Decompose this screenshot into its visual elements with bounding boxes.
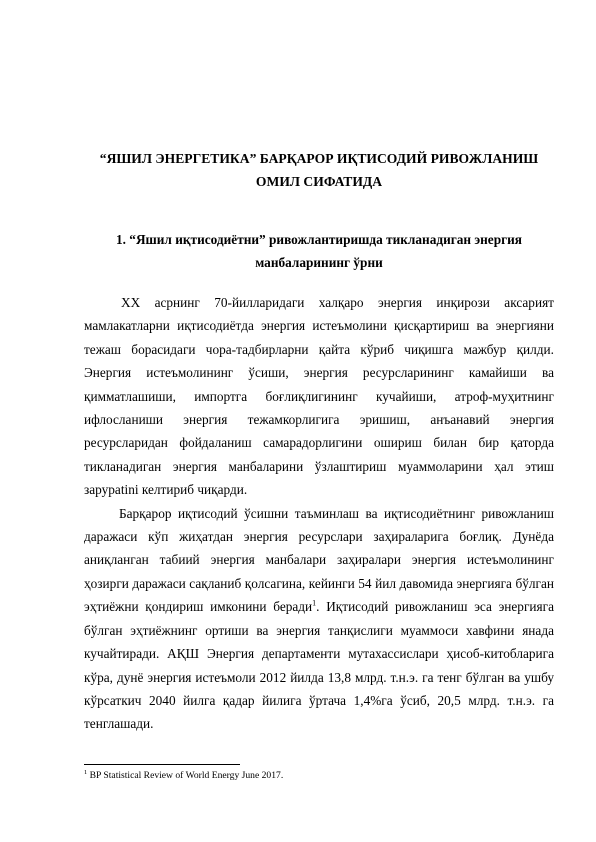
footnote-reference[interactable]: 1 [312,598,317,608]
section-heading-line-2: манбаларининг ўрни [255,255,383,270]
paragraph-2-text-b: . Иқтисодий ривожланиш эса энергияга бўлган эҳтиёжнинг ортиши ва энергия танқислиги муаммоси хавфини янада кучайтиради. АҚШ Энергия департаменти мутахассислари ҳисоб-китобларига кўра, дунё энергия истеъмоли 2012 йилда 13,8 млрд. т.н.э. га тенг бўлган ва ушбу кўрсаткич 2040 йилга қадар йилига ўртача 1,4%га ўсиб, 20,5 млрд. т.н.э. га тенглашади. [84,599,554,732]
footnote-number: 1 [84,768,88,776]
paragraph-2 [84,502,554,736]
footnote [84,770,554,782]
paragraph-2-text-a: Барқарор иқтисодий ўсишни таъминлаш ва иқтисодиётнинг ривожланиш даражаси кўп жиҳатдан энергия ресурслари заҳираларига боғлиқ. Дунёда аниқланган табиий энергия манбалари заҳиралари энергия истеъмолининг ҳозирги даражаси сақланиб қолсагина, кейинги 54 йил давомида энергияга бўлган эҳтиёжни қондириш имконини беради [84,505,554,615]
title-line-2: ОМИЛ СИФАТИДА [255,174,383,189]
title-line-1: “ЯШИЛ ЭНЕРГЕТИКА” БАРҚАРОР ИҚТИСОДИЙ РИВОЖЛАНИШ [99,151,539,166]
section-heading-line-1: 1. “Яшил иқтисодиётни” ривожлантиришда тикланадиган энергия [116,232,522,247]
footnote-divider [84,764,240,765]
document-title [84,147,554,193]
body-text [84,291,554,736]
footnote-text: BP Statistical Review of World Energy June 2017. [89,770,284,781]
paragraph-1: XX асрнинг 70-йилларидаги халқаро энергия инқирози аксарият мамлакатларни иқтисодиётда энергия истеъмолини қисқартириш ва энергияни тежаш борасидаги чора-тадбирларни қайта кўриб чиқишга мажбур қилди. Энергия истеъмолининг ўсиши, энергия ресурсларининг камайиши ва қимматлашиши, импортга боғлиқлигининг кучайиши, атроф-муҳитнинг ифлосланиши энергия тежамкорлигига эришиш, анъанавий энергия ресурсларидан фойдаланиш самарадорлигини ошириш билан бир қаторда тикланадиган энергия манбаларини ўзлаштириш муаммоларини ҳал этиш зарурatini келтириб чиқарди. [84,295,554,498]
section-heading [84,228,554,274]
